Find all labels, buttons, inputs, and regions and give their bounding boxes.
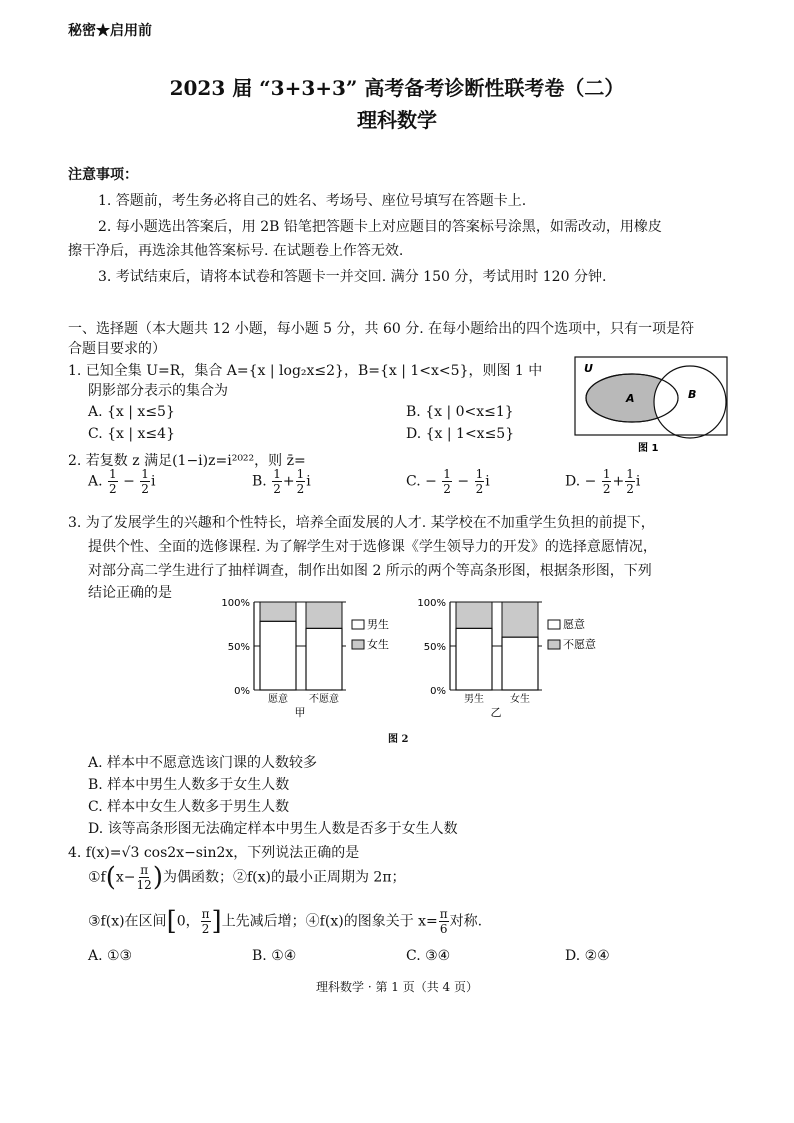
question-1-line-2: 阴影部分表示的集合为 xyxy=(88,383,228,399)
question-2-option-d: D. − $\frac{1}{2}$ + $\frac{1}{2}$ i xyxy=(565,467,641,496)
legend-swatch xyxy=(548,640,560,649)
question-4-option-b: B. ①④ xyxy=(252,948,297,964)
confidential-label: 秘密★启用前 xyxy=(68,23,152,39)
bar-segment-女生 xyxy=(260,602,296,621)
figure-2-chart-jia xyxy=(214,594,404,718)
legend-label: 不愿意 xyxy=(563,638,596,651)
question-2-option-c: C. − $\frac{1}{2}$ − $\frac{1}{2}$ i xyxy=(406,467,490,496)
bar-segment-愿意 xyxy=(502,637,538,690)
x-tick-label: 女生 xyxy=(510,694,530,705)
chart-title: 甲 xyxy=(294,706,306,718)
page-footer: 理科数学 · 第 1 页（共 4 页） xyxy=(316,980,478,994)
bar-segment-不愿意 xyxy=(456,602,492,628)
notice-item-1: 1. 答题前，考生务必将自己的姓名、考场号、座位号填写在答题卡上. xyxy=(98,193,527,209)
question-1-line-1: 1. 已知全集 U=R，集合 A={x | log₂x≤2}，B={x | 1<x<5}，则图 1 中 xyxy=(68,363,543,379)
figure-1-venn-diagram xyxy=(574,356,730,456)
question-1-option-c: C. {x | x≤4} xyxy=(88,426,175,442)
label-b: B xyxy=(688,388,697,401)
notice-item-2: 2. 每小题选出答案后，用 2B 铅笔把答题卡上对应题目的答案标号涂黑，如需改动，用橡皮 xyxy=(98,219,662,235)
section-heading: 一、选择题（本大题共 12 小题，每小题 5 分，共 60 分. 在每小题给出的四个选项中，只有一项是符 xyxy=(68,321,695,337)
question-4-option-d: D. ②④ xyxy=(565,948,610,964)
legend-label: 女生 xyxy=(367,638,389,651)
exam-title: 2023 届 “3+3+3” 高考备考诊断性联考卷（二） xyxy=(169,76,625,100)
label-u: U xyxy=(584,362,593,375)
figure-2-chart-yi xyxy=(410,594,610,718)
legend-swatch xyxy=(352,640,364,649)
y-tick-label: 50% xyxy=(423,642,446,653)
question-4-option-a: A. ①③ xyxy=(88,948,133,964)
bar-segment-女生 xyxy=(306,602,342,628)
question-3-option-d: D. 该等高条形图无法确定样本中男生人数是否多于女生人数 xyxy=(88,821,458,837)
question-4-statement-3-4: ③f(x)在区间[0， $\frac{\pi}{2}$ ]上先减后增；④f(x)的图象关于 x= $\frac{\pi}{6}$ 对称. xyxy=(88,906,483,937)
question-1-option-b: B. {x | 0<x≤1} xyxy=(406,404,514,420)
y-tick-label: 0% xyxy=(430,686,446,697)
figure-2-caption: 图 2 xyxy=(388,734,409,745)
section-heading-cont: 合题目要求的） xyxy=(68,341,166,357)
x-tick-label: 愿意 xyxy=(268,694,288,705)
question-3-line-1: 3. 为了发展学生的兴趣和个性特长，培养全面发展的人才. 某学校在不加重学生负担的前提下， xyxy=(68,515,655,531)
subject-title: 理科数学 xyxy=(357,108,437,132)
bar-segment-不愿意 xyxy=(502,602,538,637)
notice-item-2-cont: 擦干净后，再选涂其他答案标号. 在试题卷上作答无效. xyxy=(68,243,404,259)
bar-segment-男生 xyxy=(306,628,342,690)
question-2-stem: 2. 若复数 z 满足(1−i)z=i²⁰²²，则 z̄= xyxy=(68,453,306,469)
question-3-option-c: C. 样本中女生人数多于男生人数 xyxy=(88,799,290,815)
bar-segment-男生 xyxy=(260,621,296,690)
question-2-option-a: A. $\frac{1}{2}$ − $\frac{1}{2}$ i xyxy=(88,467,156,496)
question-3-option-b: B. 样本中男生人数多于女生人数 xyxy=(88,777,290,793)
notice-item-3: 3. 考试结束后，请将本试卷和答题卡一并交回. 满分 150 分，考试用时 120 分钟. xyxy=(98,269,607,285)
question-3-option-a: A. 样本中不愿意选该门课的人数较多 xyxy=(88,755,318,771)
y-tick-label: 0% xyxy=(234,686,250,697)
legend-swatch xyxy=(548,620,560,629)
question-3-line-2: 提供个性、全面的选修课程. 为了解学生对于选修课《学生领导力的开发》的选择意愿情况， xyxy=(88,539,657,555)
legend-label: 男生 xyxy=(367,618,389,631)
figure-1-caption: 图 1 xyxy=(638,443,659,454)
legend-label: 愿意 xyxy=(563,618,585,631)
y-tick-label: 50% xyxy=(227,642,250,653)
question-4-option-c: C. ③④ xyxy=(406,948,451,964)
chart-title: 乙 xyxy=(490,706,502,718)
x-tick-label: 不愿意 xyxy=(309,694,339,705)
question-4-stem: 4. f(x)=√3 cos2x−sin2x，下列说法正确的是 xyxy=(68,845,360,861)
question-3-line-3: 对部分高二学生进行了抽样调查，制作出如图 2 所示的两个等高条形图，根据条形图，下列 xyxy=(88,563,652,579)
question-1-option-a: A. {x | x≤5} xyxy=(88,404,175,420)
legend-swatch xyxy=(352,620,364,629)
bar-segment-愿意 xyxy=(456,628,492,690)
question-4-statement-1-2: ①f(x− $\frac{\pi}{12}$ )为偶函数；②f(x)的最小正周期为 2π； xyxy=(88,862,406,893)
label-a: A xyxy=(626,392,635,405)
question-1-option-d: D. {x | 1<x≤5} xyxy=(406,426,515,442)
y-tick-label: 100% xyxy=(417,598,446,609)
question-3-line-4: 结论正确的是 xyxy=(88,585,172,601)
x-tick-label: 男生 xyxy=(464,694,484,705)
question-2-option-b: B. $\frac{1}{2}$ + $\frac{1}{2}$ i xyxy=(252,467,311,496)
notice-heading: 注意事项： xyxy=(68,167,138,183)
y-tick-label: 100% xyxy=(221,598,250,609)
